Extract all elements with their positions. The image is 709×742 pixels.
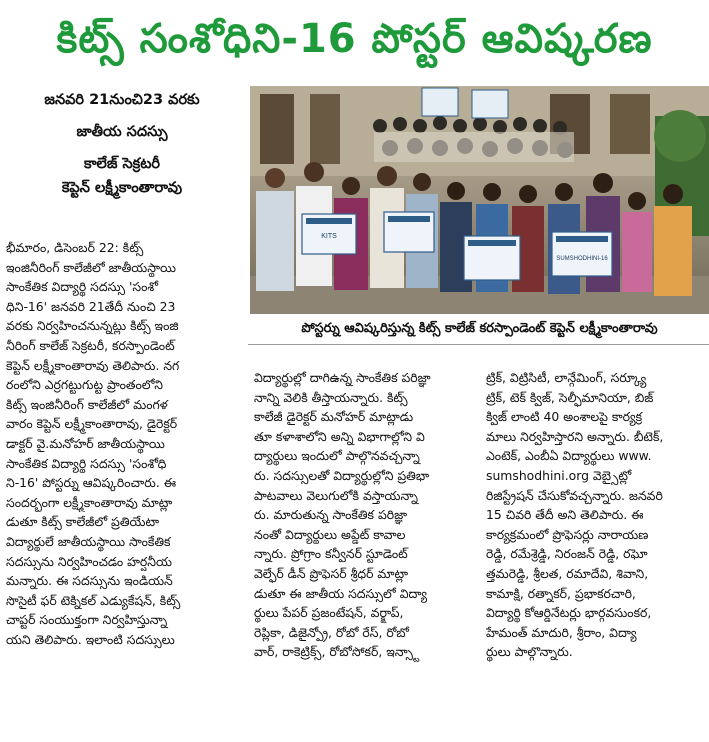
- text-line: భీమారం, డిసెంబర్ 22: కిట్స్: [6, 240, 144, 255]
- article-column-1: [6, 238, 244, 649]
- text-line: కాలేజీ డైరెక్టర్ మనోహర్ మాట్లాడు: [254, 409, 414, 425]
- article-column-3: [486, 368, 706, 662]
- text-line: సాంకేతిక విద్యార్థి సదస్సు 'సంశో: [6, 279, 159, 295]
- text-line: కిట్స్ ఇంజినీరింగ్ కాలేజీలో మంగళ: [6, 396, 168, 412]
- text-line: కామాక్షి, రత్నాకర్, ప్రభాకరచారి,: [486, 585, 636, 601]
- text-line: తూ కళాశాలోని అన్ని విభాగాల్లోని వి: [254, 428, 425, 444]
- text-line: డుతూ ఈ జాతీయ సదస్సులో విద్యా: [254, 585, 428, 601]
- photo-illustration: [250, 86, 709, 314]
- text-line: క్విజ్ లాంటి 40 అంశాలపై కార్యక్ర: [486, 409, 643, 425]
- text-line: రెప్లికా, డిజైన్ప్రో, రోబో రేస్, రోబో: [254, 624, 409, 640]
- text-line: 15 చివరి తేదీ అని తెలిపారు. ఈ: [486, 507, 644, 523]
- text-line: రు. మారుతున్న సాంకేతిక పరిజ్ఞా: [254, 507, 408, 523]
- text-line: ర్థులు పాల్గొన్నారు.: [486, 644, 573, 660]
- text-line: విద్యార్థులే జాతీయస్థాయి సాంకేతిక: [6, 533, 171, 549]
- text-line: విద్యార్థి కోఆర్డినేటర్లు భార్గవసుంకర,: [486, 605, 652, 621]
- subhead-line: కెప్టెన్ లక్ష్మీకాంతారావు: [61, 180, 183, 196]
- text-line: చాప్టర్ సంయుక్తంగా నిర్వహిస్తున్నా: [6, 612, 168, 628]
- article-column-2: [254, 368, 476, 662]
- text-line: డాక్టర్ వై.మనోహర్ జాతీయస్థాయి: [6, 435, 165, 451]
- text-line: వరకు నిర్వహించనున్నట్లు కిట్స్ ఇంజి: [6, 318, 179, 334]
- text-line: నాన్ని వెలికి తీస్తాయన్నారు. కిట్స్: [254, 389, 408, 405]
- text-line: రంలోని ఎర్రగట్టుగుట్ట ప్రాంతంలోని: [6, 377, 163, 393]
- text-line: నంతో విద్యార్థులు అప్డేట్ కావాల: [254, 526, 406, 542]
- text-line: సొసైటీ ఫర్ టెక్నికల్ ఎడ్యుకేషన్, కిట్స్: [6, 592, 181, 608]
- text-line: త్తమరెడ్డి, శ్రీలత, రమాదేవి, శివాని,: [486, 565, 649, 581]
- text-line: విద్యార్థుల్లో దాగిఉన్న సాంకేతిక పరిజ్ఞా: [254, 370, 431, 385]
- text-line: సదస్సును నిర్వహించడం హర్షనీయ: [6, 553, 172, 569]
- subheadline: [0, 88, 244, 200]
- text-line: ద్యార్థులు ఇందులో పాల్గొనవచ్చన్నా: [254, 448, 420, 464]
- text-line: ని-16' పోస్టర్ను ఆవిష్కరించారు. ఈ: [6, 475, 177, 491]
- text-line: ఇంజినీరింగ్ కాలేజీలో జాతీయస్థాయి: [6, 259, 176, 275]
- photo-caption: పోస్టర్ను ఆవిష్కరిస్తున్న కిట్స్ కాలేజ్ కరస్పాండెంట్ కెప్టెన్ లక్ష్మీకాంతారావు: [301, 321, 658, 336]
- headline: కిట్స్ సంశోధిని-16 పోస్టర్ ఆవిష్కరణ: [56, 16, 653, 62]
- text-line: వార్, రాకెట్రిక్స్, రోబోసోకర్, ఇన్స్టా: [254, 644, 420, 660]
- caption-divider: [248, 344, 709, 345]
- text-line: కార్యక్రమంలో ప్రొఫెసర్లు నారాయణ: [486, 526, 649, 542]
- text-line: రు. సదస్సులతో విద్యార్థుల్లోని ప్రతిభా: [254, 467, 430, 483]
- text-line: సాంకేతిక విద్యార్థి సదస్సు 'సంశోధి: [6, 455, 167, 471]
- text-line: ర్థులు పేపర్ ప్రజంటేషన్, వర్క్షాప్,: [254, 605, 404, 621]
- text-line: వారం కెప్టెన్ లక్ష్మీకాంతారావు, డైరెక్టర్: [6, 416, 178, 432]
- text-line: ట్రిక్, టెక్ క్విజ్, సెల్ఫీమానియా, బిజ్: [486, 389, 654, 405]
- text-line: న్నారు. ప్రోగ్రాం కన్వీనర్ స్టూడెంట్: [254, 546, 408, 562]
- subhead-line: జాతీయ సదస్సు: [76, 124, 168, 140]
- text-line: నీరింగ్ కాలేజ్ సెక్రటరీ, కరస్పాండెంట్: [6, 337, 175, 353]
- news-photo: [250, 86, 709, 314]
- text-line: పాటవాలు వెలుగులోకి వస్తాయన్నా: [254, 487, 418, 503]
- text-line: వెల్ఫేర్ డీన్ ప్రొఫెసర్ శ్రీధర్ మాట్లా: [254, 565, 409, 581]
- text-line: ఎంటెక్, ఎంబీఏ విద్యార్థులు www.: [486, 448, 652, 464]
- text-line: యని తెలిపారు. ఇలాంటి సదస్సులు: [6, 631, 175, 647]
- text-line: sumshodhini.org వెబ్సైట్లో: [486, 467, 632, 483]
- subhead-line: జనవరి 21నుంచి23 వరకు: [44, 92, 200, 108]
- text-line: డుతూ కిట్స్ కాలేజీలో ప్రతియేటా: [6, 514, 160, 530]
- poster-text: SUMSHODHINI-16: [556, 256, 608, 262]
- text-line: ధిని-16' జనవరి 21తేదీ నుంచి 23: [6, 298, 176, 314]
- text-line: ట్రిక్, విట్రిసిటీ, లాన్గేమింగ్, సర్క్యూ: [486, 370, 647, 385]
- text-line: సందర్భంగా లక్ష్మీకాంతారావు మాట్లా: [6, 494, 173, 510]
- text-line: కెప్టెన్ లక్ష్మీకాంతారావు తెలిపారు. నగ: [6, 357, 180, 373]
- subhead-line: కాలేజ్ సెక్రటరీ: [83, 156, 161, 172]
- poster-text: KITS: [321, 233, 337, 240]
- text-line: రిజిస్ట్రేషన్ చేసుకోవచ్చన్నారు. జనవరి: [486, 487, 663, 503]
- text-line: మాలు నిర్వహిస్తారని అన్నారు. బీటెక్,: [486, 428, 664, 444]
- text-line: మన్నారు. ఈ సదస్సును ఇండియన్: [6, 573, 173, 589]
- text-line: హేమంత్ మాదురి, శ్రీరాం, విద్యా: [486, 624, 637, 640]
- text-line: రెడ్డి, రమేశ్రెడ్డి, నిరంజన్ రెడ్డి, రఘో: [486, 546, 648, 562]
